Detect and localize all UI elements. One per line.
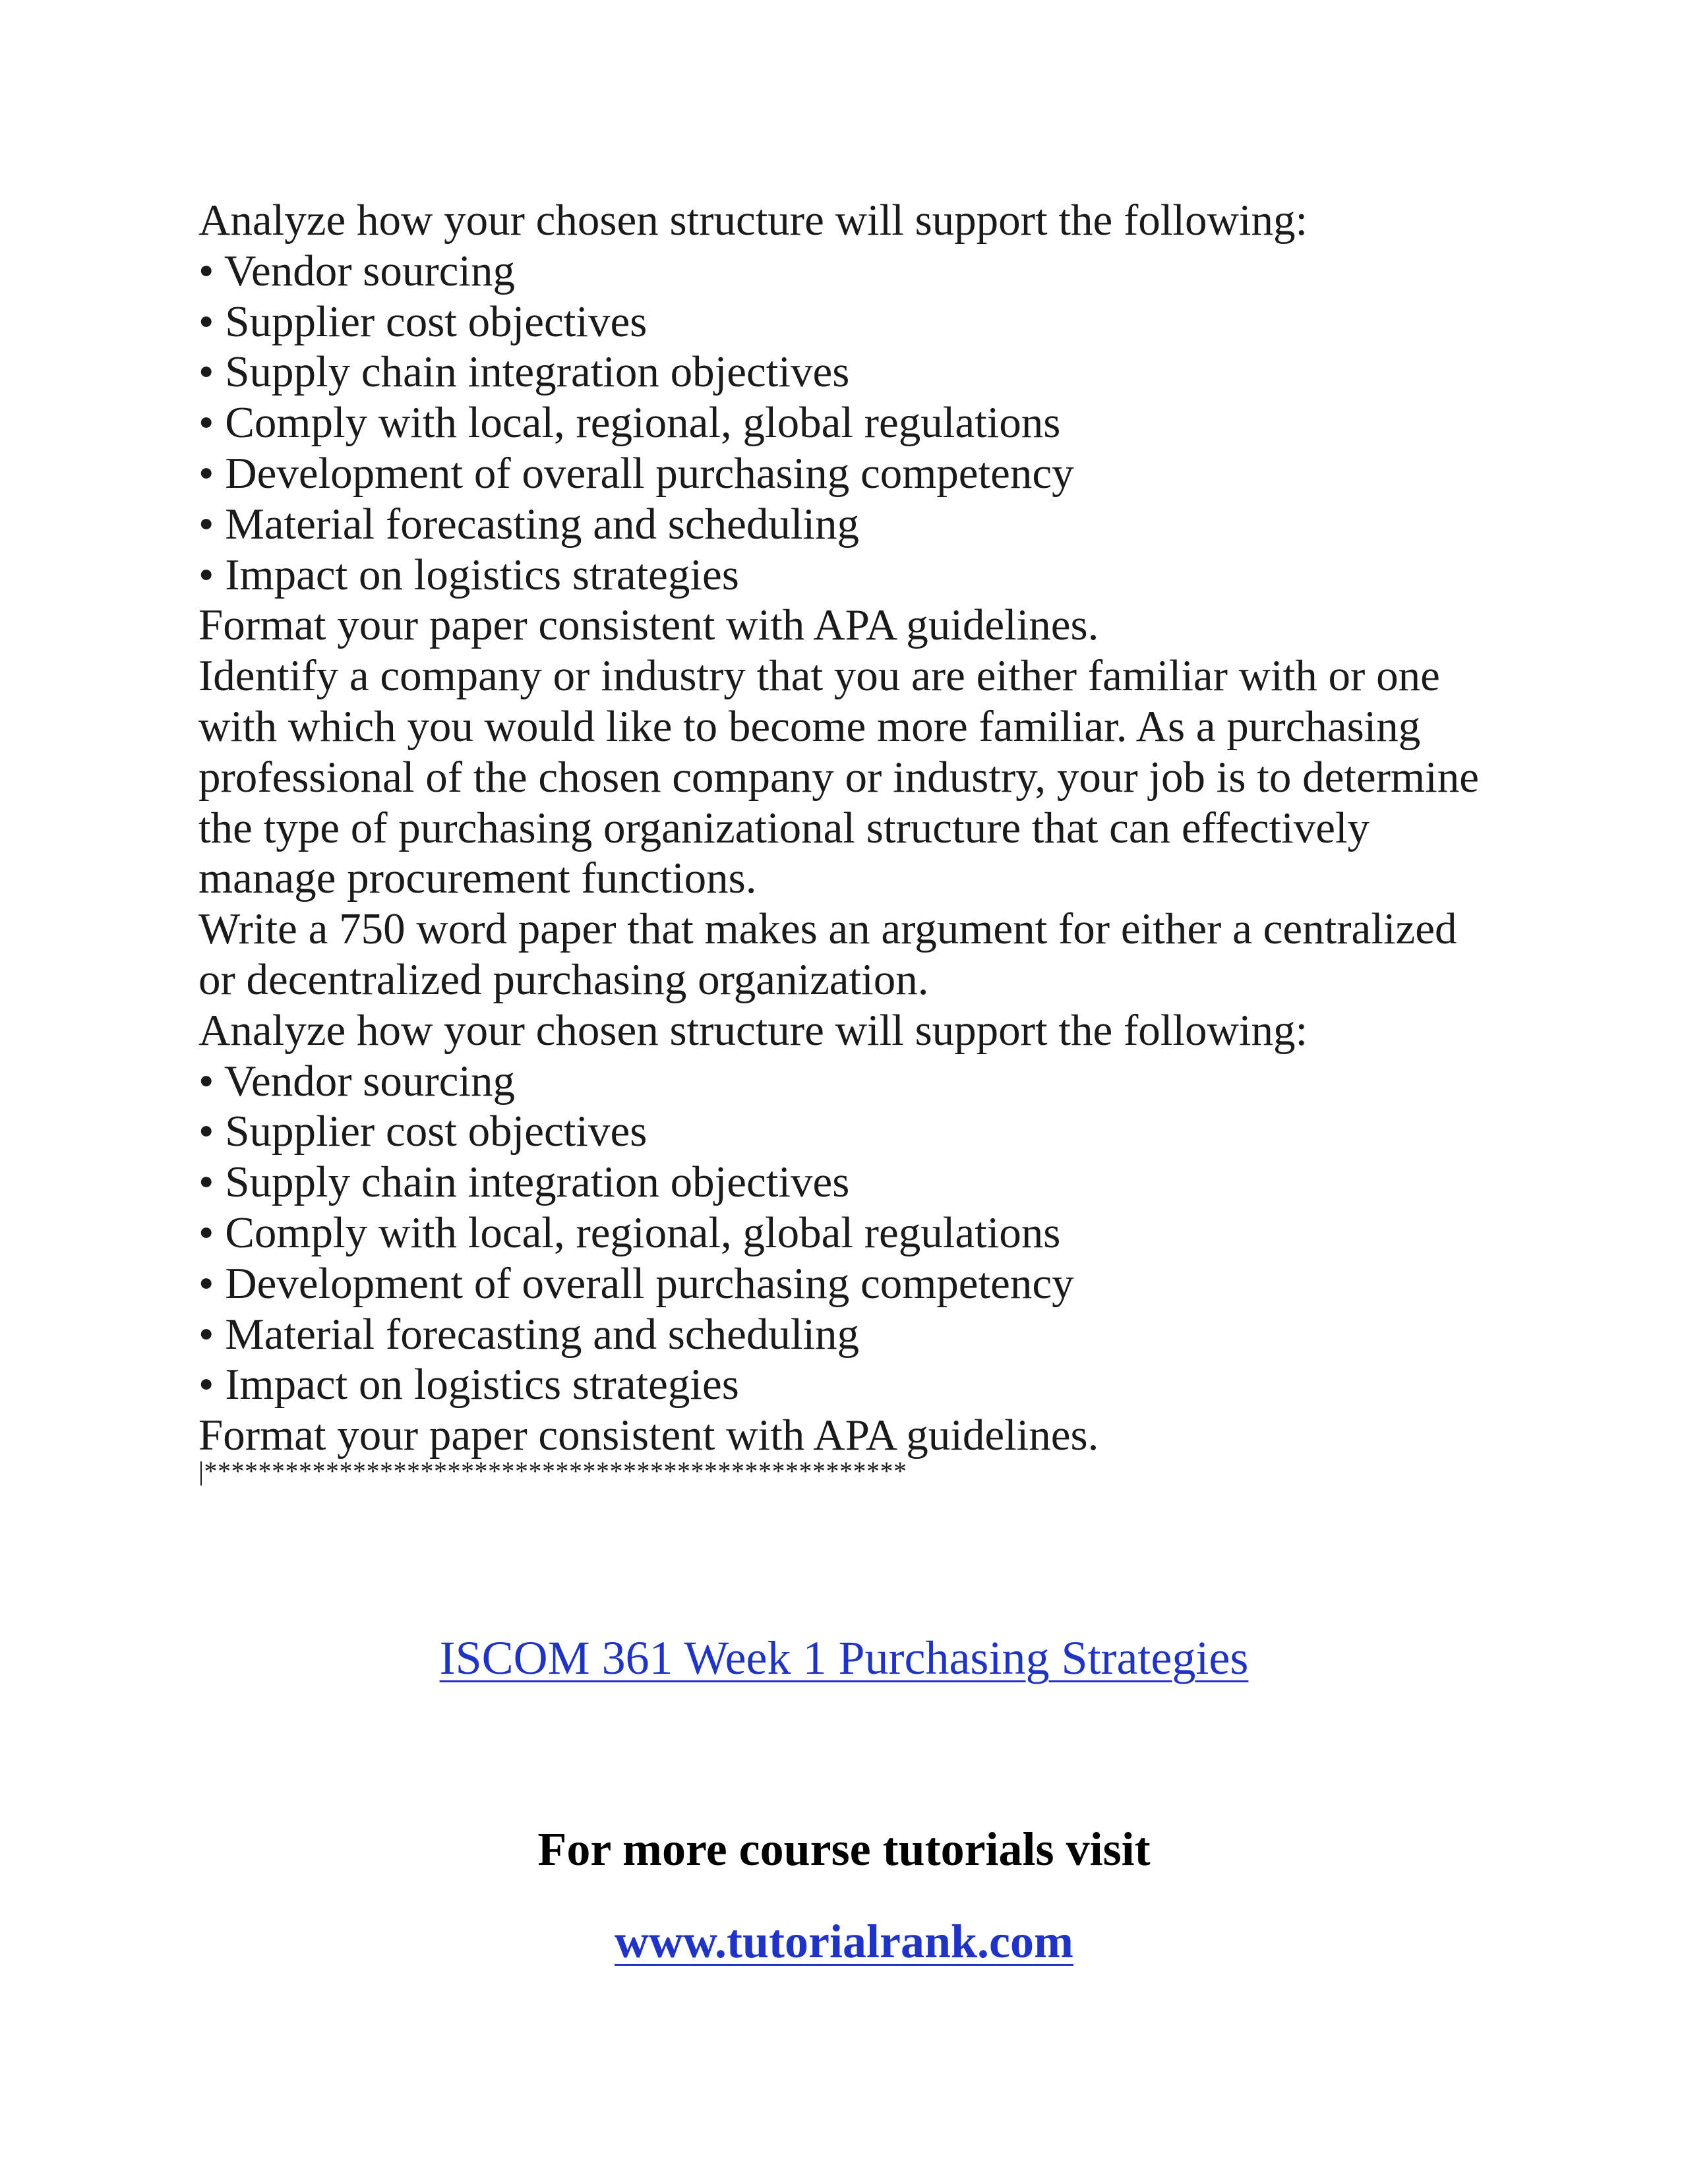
bullet-item: • Impact on logistics strategies [198, 550, 739, 599]
bullet-item: • Supply chain integration objectives [198, 1158, 850, 1207]
website-link[interactable]: www.tutorialrank.com [615, 1915, 1073, 1968]
assignment-text [198, 195, 1517, 1486]
text-line: manage procurement functions. [198, 854, 757, 903]
bullet-item: • Supplier cost objectives [198, 1107, 648, 1156]
bullet-item: • Material forecasting and scheduling [198, 1309, 860, 1359]
text-line: the type of purchasing organizational structure that can effectively [198, 803, 1370, 852]
bullet-item: • Comply with local, regional, global regulations [198, 1208, 1061, 1257]
text-line: Analyze how your chosen structure will support the following: [198, 196, 1308, 245]
bullet-item: • Comply with local, regional, global regulations [198, 398, 1061, 448]
text-line: Format your paper consistent with APA guidelines. [198, 601, 1099, 650]
text-line: Format your paper consistent with APA guidelines. [198, 1411, 1099, 1460]
bullet-item: • Supply chain integration objectives [198, 347, 850, 397]
separator-line: |**************************************************** [198, 1456, 907, 1486]
text-line: with which you would like to become more familiar. As a purchasing [198, 701, 1421, 751]
bullet-item: • Vendor sourcing [198, 1056, 515, 1106]
bullet-item: • Vendor sourcing [198, 246, 515, 295]
text-line: Write a 750 word paper that makes an argument for either a centralized [198, 904, 1457, 954]
bullet-item: • Development of overall purchasing competency [198, 1258, 1074, 1308]
text-line: Identify a company or industry that you are either familiar with or one [198, 651, 1440, 701]
text-line: professional of the chosen company or industry, your job is to determine [198, 752, 1479, 802]
bullet-item: • Development of overall purchasing competency [198, 448, 1074, 498]
course-title-link[interactable]: ISCOM 361 Week 1 Purchasing Strategies [439, 1632, 1249, 1684]
bullet-item: • Material forecasting and scheduling [198, 499, 860, 548]
text-line: Analyze how your chosen structure will support the following: [198, 1005, 1308, 1055]
bullet-item: • Impact on logistics strategies [198, 1360, 739, 1409]
tutorials-heading: For more course tutorials visit [537, 1823, 1151, 1875]
text-line: or decentralized purchasing organization. [198, 955, 929, 1004]
bullet-item: • Supplier cost objectives [198, 297, 648, 346]
